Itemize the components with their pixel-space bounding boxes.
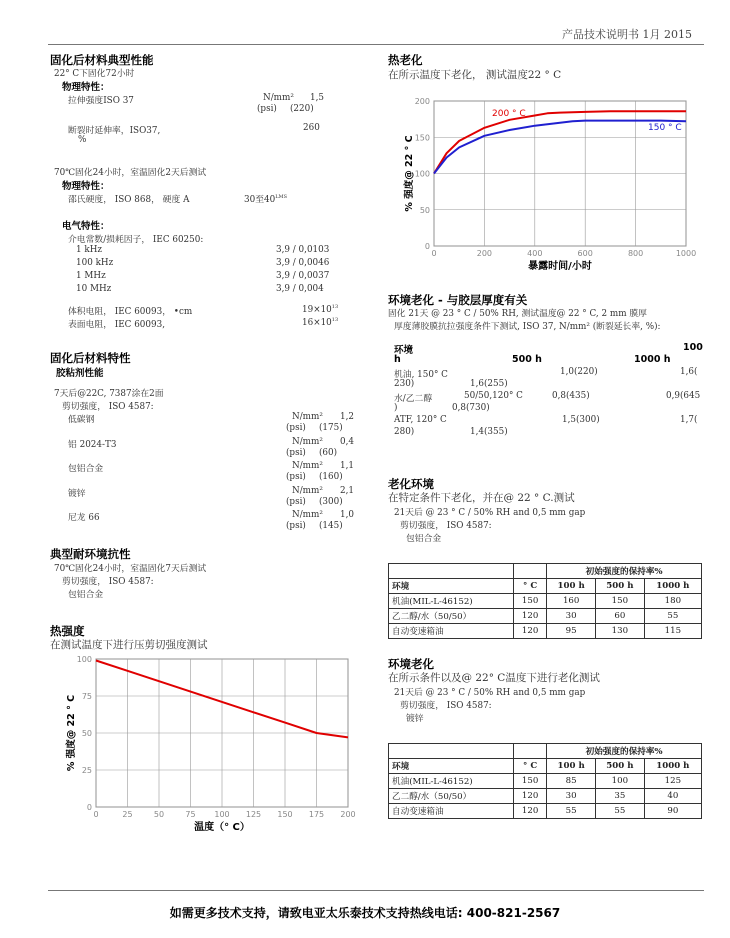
env1-r2a: 水/乙二醇 [394,394,433,404]
table-cell: 机油(MIL-L-46152) [389,774,514,789]
section-title-aging-env: 老化环境 [388,477,434,491]
x-tick-label: 0 [93,810,99,819]
shear-psi: (psi) [286,447,306,458]
table-group-header: 初始强度的保持率% [547,564,702,579]
heat-aging-chart [388,88,708,274]
env1-r1d: 230) [394,379,415,389]
env1-r2f: 0,8(730) [452,403,490,413]
y-axis-label: % 强度@ 22 ° C [404,135,415,212]
heat-aging-sub: 在所示温度下老化， 测试温度22 ° C [388,69,562,81]
x-tick-label: 175 [308,810,325,819]
table-header-100h: 100 h [547,579,596,594]
shear-unit: N/mm² [292,412,323,422]
heat-strength-chart [50,650,370,835]
aging-env-l3: 包铝合金 [406,534,442,544]
env1-r2e: ) [394,403,398,413]
aging-env-l2: 剪切强度， ISO 4587: [400,521,492,531]
elong-value: 260 [303,123,320,133]
x-tick-label: 800 [627,249,644,258]
cure70-condition: 70℃固化24小时，室温固化2天后测试 [54,168,207,178]
table-cell: 180 [644,594,701,609]
table-cell: 120 [513,789,546,804]
table-group-header: 初始强度的保持率% [547,744,702,759]
shear-value: 0,4 [340,436,354,447]
cure7-condition: 7天后@22C, 7387涂在2面 [54,389,164,399]
env1-r3e: 1,4(355) [470,427,508,437]
y-tick-label: 100 [76,655,92,664]
y-tick-label: 0 [424,242,430,251]
table-row [389,789,702,804]
table-header-1000h: 1000 h [644,759,701,774]
x-tick-label: 150 [277,810,293,819]
footer-hotline: 如需更多技术支持，请致电亚太乐泰技术支持热线电话: 400-821-2567 [169,906,561,920]
table-row [389,774,702,789]
shear-label: 剪切强度， ISO 4587: [62,402,154,412]
table-cell: 35 [596,789,645,804]
table-cell: 55 [596,804,645,819]
series-label: 200 ° C [492,109,526,119]
env1-r3a: ATF, 120° C [394,415,447,425]
freq-100khz: 100 kHz [76,258,114,268]
table-cell: 55 [547,804,596,819]
elong-label: 断裂时延伸率，ISO37, [68,126,161,136]
shear-material: 铝 2024-T3 [68,439,117,450]
surface-resist-label: 表面电阻， IEC 60093, [68,320,165,330]
x-tick-label: 25 [122,810,133,819]
shear-value: 1,0 [340,510,354,520]
env1-r1c: 1,6( [680,367,698,377]
env1-r1b: 1,0(220) [560,367,598,377]
env1-r2c: 0,8(435) [552,391,590,401]
y-tick-label: 0 [86,803,92,812]
env1-r2b: 50/50,120° C [464,391,523,401]
env-thickness-line2: 厚度薄胶膜抗拉强度条件下测试, ISO 37, N/mm² (断裂延长率, %): [394,322,661,332]
dielectric-label: 介电常数/损耗因子， IEC 60250: [68,235,204,245]
shear-psi: (psi) [286,496,306,507]
shear-psi-value: (175) [319,423,343,433]
table-blank [389,564,514,579]
y-tick-label: 100 [414,169,430,179]
env1-r1e: 1,6(255) [470,379,508,389]
section-title-typical: 固化后材料典型性能 [50,53,154,67]
y-tick-label: 50 [81,729,92,738]
table-cell: 30 [547,789,596,804]
env1-h-1000: 1000 h [634,354,671,365]
table-row [389,594,702,609]
section-title-cured: 固化后材料特性 [50,351,131,365]
x-tick-label: 100 [214,810,230,819]
retention-table-2 [388,743,702,819]
y-tick-label: 200 [414,97,430,106]
surface-resist-value: $16\times 10^{13}$ [302,317,339,328]
table-cell: 40 [644,789,701,804]
table-cell: 150 [513,774,546,789]
tensile-psi-value: (220) [290,104,314,114]
shear-unit: N/mm² [292,436,323,447]
table-cell: 自动变速箱油 [389,624,514,639]
table-cell: 95 [547,624,596,639]
table-cell: 120 [513,804,546,819]
tensile-psi: (psi) [257,104,277,114]
y-tick-label: 75 [81,692,92,701]
env1-h-env: 环境 [394,345,414,356]
dielec-val-3: 3,9 / 0,0037 [276,271,330,281]
table-blank [513,744,546,759]
y-tick-label: 50 [419,205,430,215]
phys-title: 物理特性： [62,82,110,93]
aging-env-l1: 21天后 @ 23 ° C / 50% RH and 0,5 mm gap [394,508,586,518]
dielec-val-2: 3,9 / 0,0046 [276,258,330,268]
table-cell: 150 [596,594,645,609]
x-tick-label: 400 [527,249,543,258]
table-cell: 120 [513,624,546,639]
table-header-1000h: 1000 h [644,579,701,594]
adhesive-props-title: 胶粘剂性能 [56,368,104,379]
tensile-value: 1,5 [310,93,324,103]
table-header-temp: ° C [513,579,546,594]
x-tick-label: 0 [431,249,437,258]
shear-psi-value: (300) [319,496,343,507]
shore-label: 邵氏硬度， ISO 868， 硬度 A [68,195,190,205]
aging-env-sub: 在特定条件下老化，并在@ 22 ° C.测试 [388,492,575,504]
shear-psi: (psi) [286,521,306,531]
x-tick-label: 75 [185,810,196,819]
env1-r3d: 280) [394,427,415,437]
env-aging-2-sub: 在所示条件以及@ 22° C温度下进行老化测试 [388,672,600,684]
env-aging-2-l2: 剪切强度， ISO 4587: [400,701,492,711]
series-label: 150 ° C [648,123,682,133]
shear-psi: (psi) [286,423,306,433]
x-axis-label: 温度（° C） [194,822,250,833]
cure-condition: 22° C下固化72小时 [54,69,135,79]
table-cell: 乙二醇/水（50/50） [389,789,514,804]
dielec-val-4: 3,9 / 0,004 [276,284,324,294]
table-cell: 130 [596,624,645,639]
table-row [389,609,702,624]
env1-h-h: h [394,354,401,365]
table-cell: 85 [547,774,596,789]
env1-r3c: 1,7( [680,415,698,425]
table-header-env: 环境 [389,579,514,594]
table-row [389,804,702,819]
footer-rule [48,890,704,891]
env1-r2d: 0,9(645 [666,391,701,401]
shear-unit: N/mm² [292,485,323,496]
section-title-env-thickness: 环境老化 - 与胶层厚度有关 [388,293,528,307]
env-thickness-line1: 固化 21天 @ 23 ° C / 50% RH, 测试温度@ 22 ° C, 2 mm 膜厚 [388,309,647,319]
shore-value: 30至$40^{LMS}$ [244,194,288,205]
x-tick-label: 125 [245,810,262,819]
y-tick-label: 25 [81,766,92,775]
shear-material: 尼龙 66 [68,513,100,523]
doc-header: 产品技术说明书 1月 2015 [562,28,692,41]
env-aging-2-l3: 镀锌 [406,714,424,724]
env-aging-2-l1: 21天后 @ 23 ° C / 50% RH and 0,5 mm gap [394,688,586,698]
shear-unit: N/mm² [292,510,323,520]
env1-r3b: 1,5(300) [562,415,600,425]
freq-1mhz: 1 MHz [76,271,106,281]
table-header-temp: ° C [513,759,546,774]
table-cell: 120 [513,609,546,624]
shear-material: 镀锌 [68,488,86,499]
shear-psi: (psi) [286,472,306,482]
table-cell: 30 [547,609,596,624]
shear-value: 1,1 [340,461,354,471]
env1-h-500: 500 h [512,354,542,365]
shear-material: 低碳钢 [68,415,95,425]
table-header-env: 环境 [389,759,514,774]
env-material: 包铝合金 [68,590,104,600]
section-title-env: 典型耐环境抗性 [50,547,131,561]
shear-psi-value: (145) [319,521,343,531]
shear-value: 2,1 [340,485,354,496]
env-cure-condition: 70℃固化24小时，室温固化7天后测试 [54,564,207,574]
x-tick-label: 600 [577,249,593,258]
section-title-env-aging-2: 环境老化 [388,657,434,671]
elec-title: 电气特性： [62,221,110,232]
y-axis-label: % 强度@ 22 ° C [66,694,77,772]
freq-10mhz: 10 MHz [76,284,112,294]
table-cell: 90 [644,804,701,819]
shear-value: 1,2 [340,412,354,422]
table-header-500h: 500 h [596,759,645,774]
section-title-heat-aging: 热老化 [388,53,423,67]
table-cell: 115 [644,624,701,639]
section-title-heat-strength: 热强度 [50,624,85,638]
elong-pct: % [78,135,87,145]
volume-resist-value: $19\times 10^{13}$ [302,304,339,315]
shear-unit: N/mm² [292,461,323,471]
x-tick-label: 200 [340,810,356,819]
table-cell: 125 [644,774,701,789]
table-header-500h: 500 h [596,579,645,594]
table-cell: 机油(MIL-L-46152) [389,594,514,609]
retention-table-1 [388,563,702,639]
shear-psi-value: (160) [319,472,343,482]
env1-h-100: 100 [683,342,703,353]
table-cell: 自动变速箱油 [389,804,514,819]
tensile-unit: N/mm² [263,93,294,103]
heat-strength-sub: 在测试温度下进行压剪切强度测试 [50,639,208,651]
y-tick-label: 150 [414,133,430,143]
env1-r1a: 机油, 150° C [394,370,448,380]
table-row [389,624,702,639]
table-blank [389,744,514,759]
table-cell: 60 [596,609,645,624]
env-shear-label: 剪切强度， ISO 4587: [62,577,154,587]
table-cell: 55 [644,609,701,624]
x-tick-label: 200 [476,249,493,258]
phys-title-2: 物理特性： [62,181,110,192]
header-rule [48,44,704,45]
table-cell: 160 [547,594,596,609]
dielec-val-1: 3,9 / 0,0103 [276,245,330,255]
table-cell: 100 [596,774,645,789]
tensile-label: 拉伸强度ISO 37 [68,96,134,106]
x-axis-label: 暴露时间/小时 [528,261,592,272]
x-tick-label: 1000 [675,249,697,258]
table-cell: 乙二醇/水（50/50） [389,609,514,624]
table-cell: 150 [513,594,546,609]
table-blank [513,564,546,579]
volume-resist-label: 体积电阻， IEC 60093， •cm [68,307,193,317]
freq-1khz: 1 kHz [76,245,103,255]
shear-psi-value: (60) [319,447,338,458]
shear-material: 包铝合金 [68,464,104,474]
table-header-100h: 100 h [547,759,596,774]
x-tick-label: 50 [153,810,165,819]
